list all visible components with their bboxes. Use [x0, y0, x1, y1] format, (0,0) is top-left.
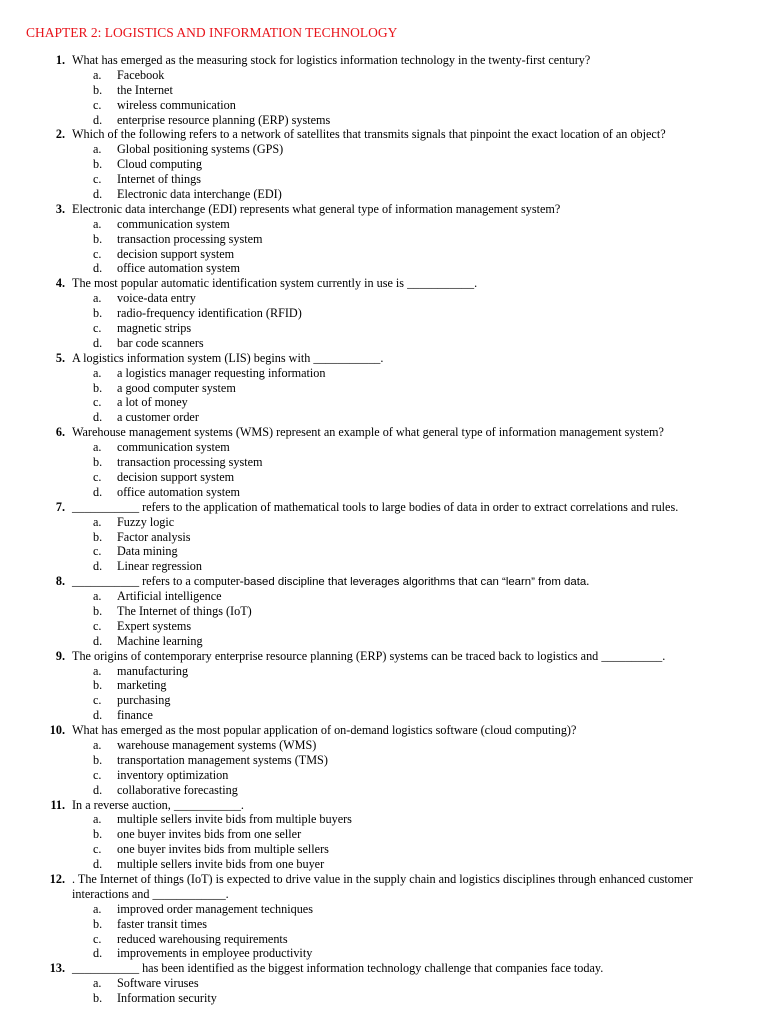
option-text: a customer order — [117, 410, 199, 425]
answer-option — [0, 440, 768, 455]
question-text — [72, 425, 664, 440]
option-letter: b. — [93, 916, 103, 931]
option-letter: b. — [93, 306, 103, 321]
option-letter: b. — [93, 529, 103, 544]
question-text-end: . — [586, 574, 590, 589]
answer-options — [0, 976, 768, 1006]
option-letter: d. — [93, 112, 103, 127]
question-line — [0, 500, 768, 515]
question-text — [72, 202, 560, 217]
question-text-segment: What has emerged as the most popular application of on-demand logistics software (cloud computing)? — [72, 723, 577, 738]
option-letter: b. — [93, 380, 103, 395]
answer-options — [0, 142, 768, 202]
option-letter: a. — [93, 216, 102, 231]
option-letter: d. — [93, 857, 103, 872]
option-text: inventory optimization — [117, 767, 229, 782]
option-text: wireless communication — [117, 97, 236, 112]
option-letter: c. — [93, 97, 102, 112]
answer-options — [0, 291, 768, 351]
option-text: Artificial intelligence — [117, 589, 222, 604]
option-text: transaction processing system — [117, 231, 263, 246]
option-letter: a. — [93, 142, 102, 157]
option-text: voice-data entry — [117, 291, 196, 306]
option-letter: d. — [93, 633, 103, 648]
answer-option — [0, 172, 768, 187]
option-text: bar code scanners — [117, 335, 204, 350]
question-item — [0, 961, 768, 1006]
answer-options — [0, 902, 768, 962]
option-text: Electronic data interchange (EDI) — [117, 187, 282, 202]
option-letter: c. — [93, 321, 102, 336]
question-line — [0, 872, 768, 887]
question-list — [0, 53, 768, 1006]
question-line — [0, 127, 768, 142]
option-text: reduced warehousing requirements — [117, 931, 288, 946]
answer-options — [0, 664, 768, 724]
answer-option — [0, 470, 768, 485]
option-text: Facebook — [117, 67, 165, 82]
option-text: the Internet — [117, 82, 173, 97]
option-text: Internet of things — [117, 172, 201, 187]
question-number: 6. — [55, 425, 65, 440]
question-line — [0, 276, 768, 291]
answer-option — [0, 455, 768, 470]
option-letter: a. — [93, 365, 102, 380]
option-text: decision support system — [117, 246, 235, 261]
option-letter: a. — [93, 663, 102, 678]
question-number: 7. — [55, 499, 65, 514]
option-text: a lot of money — [117, 395, 188, 410]
option-text: Fuzzy logic — [117, 514, 175, 529]
question-line — [0, 53, 768, 68]
answer-options — [0, 738, 768, 798]
question-line — [0, 649, 768, 664]
option-text: Software viruses — [117, 976, 199, 991]
option-text: communication system — [117, 440, 230, 455]
answer-options — [0, 440, 768, 500]
option-letter: c. — [93, 767, 102, 782]
option-letter: b. — [93, 231, 103, 246]
answer-option — [0, 991, 768, 1006]
answer-option — [0, 664, 768, 679]
question-item — [0, 872, 768, 961]
answer-option — [0, 768, 768, 783]
question-text-segment: . The Internet of things (IoT) is expected to drive value in the supply chain and logistics disciplines through enhanced customer — [72, 871, 693, 886]
answer-option — [0, 321, 768, 336]
chapter-title: CHAPTER 2: LOGISTICS AND INFORMATION TECHNOLOGY — [26, 25, 398, 40]
option-letter: b. — [93, 678, 103, 693]
option-letter: d. — [93, 559, 103, 574]
question-text-sans-segment: based discipline that leverages algorithms that can “learn” from data — [243, 576, 587, 589]
question-text — [72, 872, 693, 887]
option-text: manufacturing — [117, 663, 189, 678]
option-letter: c. — [93, 469, 102, 484]
option-text: a logistics manager requesting information — [117, 365, 326, 380]
question-text-segment: ___________ refers to the application of mathematical tools to large bodies of data in order to extract correlations and rules. — [72, 499, 679, 514]
option-text: Machine learning — [117, 633, 203, 648]
question-text — [72, 649, 665, 664]
option-text: improved order management techniques — [117, 901, 313, 916]
answer-options — [0, 68, 768, 128]
option-letter: c. — [93, 842, 102, 857]
option-letter: c. — [93, 693, 102, 708]
question-text — [72, 961, 603, 976]
option-text: a good computer system — [117, 380, 236, 395]
option-text: warehouse management systems (WMS) — [117, 737, 317, 752]
option-letter: b. — [93, 82, 103, 97]
option-letter: c. — [93, 931, 102, 946]
option-letter: b. — [93, 827, 103, 842]
answer-option — [0, 291, 768, 306]
option-letter: b. — [93, 603, 103, 618]
answer-option — [0, 366, 768, 381]
question-line — [0, 425, 768, 440]
answer-option — [0, 306, 768, 321]
option-text: Global positioning systems (GPS) — [117, 142, 284, 157]
question-text-segment: The most popular automatic identification system currently in use is ___________. — [72, 276, 478, 291]
question-item — [0, 723, 768, 797]
question-line — [0, 202, 768, 217]
question-text — [72, 127, 666, 142]
option-text: Linear regression — [117, 559, 202, 574]
question-item — [0, 649, 768, 723]
question-text — [72, 574, 589, 590]
option-text: Factor analysis — [117, 529, 191, 544]
question-item — [0, 798, 768, 872]
question-line — [0, 351, 768, 366]
option-letter: c. — [93, 246, 102, 261]
answer-option — [0, 946, 768, 961]
option-text: enterprise resource planning (ERP) systems — [117, 112, 331, 127]
option-text: Information security — [117, 991, 217, 1006]
option-text: transaction processing system — [117, 455, 263, 470]
question-item — [0, 127, 768, 201]
option-text: Data mining — [117, 544, 178, 559]
option-text: marketing — [117, 678, 167, 693]
option-text: office automation system — [117, 484, 240, 499]
question-number: 4. — [55, 276, 65, 291]
option-text: multiple sellers invite bids from multiple buyers — [117, 812, 352, 827]
question-text — [72, 351, 383, 366]
option-letter: d. — [93, 410, 103, 425]
option-letter: a. — [93, 976, 102, 991]
option-letter: a. — [93, 737, 102, 752]
question-number: 1. — [55, 53, 65, 67]
answer-option — [0, 247, 768, 262]
answer-option — [0, 142, 768, 157]
answer-option — [0, 604, 768, 619]
answer-option — [0, 917, 768, 932]
answer-option — [0, 217, 768, 232]
option-text: radio-frequency identification (RFID) — [117, 306, 302, 321]
option-text: purchasing — [117, 693, 171, 708]
option-letter: c. — [93, 618, 102, 633]
option-text: one buyer invites bids from one seller — [117, 827, 302, 842]
question-line — [0, 574, 768, 589]
question-number: 11. — [50, 797, 65, 812]
option-letter: d. — [93, 782, 103, 797]
question-text-segment: interactions and ____________. — [72, 886, 229, 901]
option-letter: b. — [93, 991, 103, 1006]
question-number: 10. — [49, 723, 65, 738]
question-text-segment: ___________ has been identified as the biggest information technology challenge that companies face today. — [72, 961, 604, 976]
answer-option — [0, 842, 768, 857]
question-text — [72, 500, 678, 515]
question-line — [0, 723, 768, 738]
question-item — [0, 425, 768, 499]
question-number: 13. — [49, 961, 65, 976]
option-letter: a. — [93, 901, 102, 916]
answer-option — [0, 381, 768, 396]
answer-option — [0, 113, 768, 128]
answer-option — [0, 678, 768, 693]
answer-option — [0, 932, 768, 947]
answer-option — [0, 708, 768, 723]
option-letter: d. — [93, 708, 103, 723]
option-letter: d. — [93, 484, 103, 499]
option-text: multiple sellers invite bids from one buyer — [117, 857, 325, 872]
question-item — [0, 202, 768, 276]
answer-option — [0, 83, 768, 98]
answer-option — [0, 410, 768, 425]
answer-option — [0, 693, 768, 708]
option-letter: c. — [93, 544, 102, 559]
option-letter: a. — [93, 440, 102, 455]
question-text — [72, 53, 590, 68]
answer-option — [0, 753, 768, 768]
answer-option — [0, 812, 768, 827]
option-letter: b. — [93, 157, 103, 172]
option-letter: c. — [93, 172, 102, 187]
option-letter: a. — [93, 514, 102, 529]
option-letter: a. — [93, 67, 102, 82]
question-text — [72, 798, 244, 813]
question-number: 2. — [55, 127, 65, 142]
answer-option — [0, 559, 768, 574]
option-text: transportation management systems (TMS) — [117, 752, 328, 767]
option-text: finance — [117, 708, 153, 723]
answer-options — [0, 217, 768, 277]
question-text-segment: Which of the following refers to a network of satellites that transmits signals that pinpoint the exact location of an object? — [72, 127, 666, 142]
question-item — [0, 500, 768, 574]
answer-option — [0, 827, 768, 842]
question-number: 5. — [55, 350, 65, 365]
option-letter: d. — [93, 335, 103, 350]
answer-option — [0, 395, 768, 410]
answer-option — [0, 187, 768, 202]
question-line — [0, 798, 768, 813]
option-text: communication system — [117, 216, 230, 231]
answer-option — [0, 619, 768, 634]
option-text: Cloud computing — [117, 157, 202, 172]
question-text — [72, 723, 576, 738]
question-text-segment: ___________ refers to a computer- — [72, 574, 244, 589]
answer-option — [0, 738, 768, 753]
answer-option — [0, 783, 768, 798]
answer-option — [0, 544, 768, 559]
question-item — [0, 574, 768, 648]
question-line — [0, 887, 768, 902]
question-text-segment: A logistics information system (LIS) begins with ___________. — [72, 350, 384, 365]
answer-option — [0, 261, 768, 276]
option-text: one buyer invites bids from multiple sellers — [117, 842, 329, 857]
option-letter: d. — [93, 946, 103, 961]
question-item — [0, 53, 768, 127]
question-item — [0, 351, 768, 425]
question-text-segment: What has emerged as the measuring stock for logistics information technology in the twenty-first century? — [72, 53, 591, 67]
option-text: office automation system — [117, 261, 240, 276]
option-text: faster transit times — [117, 916, 208, 931]
answer-option — [0, 232, 768, 247]
answer-option — [0, 634, 768, 649]
question-line — [0, 961, 768, 976]
question-text-segment: Electronic data interchange (EDI) represents what general type of information management system? — [72, 201, 561, 216]
answer-option — [0, 485, 768, 500]
option-text: improvements in employee productivity — [117, 946, 313, 961]
answer-options — [0, 515, 768, 575]
option-letter: b. — [93, 752, 103, 767]
option-text: The Internet of things (IoT) — [117, 603, 252, 618]
question-text — [72, 887, 229, 902]
answer-options — [0, 366, 768, 426]
answer-option — [0, 515, 768, 530]
answer-option — [0, 857, 768, 872]
question-text — [72, 276, 477, 291]
answer-options — [0, 589, 768, 649]
answer-option — [0, 530, 768, 545]
question-text-segment: The origins of contemporary enterprise resource planning (ERP) systems can be traced back to logistics and __________. — [72, 648, 666, 663]
option-text: Expert systems — [117, 618, 192, 633]
answer-option — [0, 902, 768, 917]
answer-option — [0, 157, 768, 172]
question-number: 12. — [49, 871, 65, 886]
option-letter: c. — [93, 395, 102, 410]
question-text-segment: Warehouse management systems (WMS) represent an example of what general type of information management system? — [72, 425, 664, 440]
option-letter: a. — [93, 291, 102, 306]
option-text: magnetic strips — [117, 321, 192, 336]
answer-option — [0, 589, 768, 604]
option-text: decision support system — [117, 469, 235, 484]
answer-option — [0, 68, 768, 83]
option-letter: d. — [93, 261, 103, 276]
question-text-segment: In a reverse auction, ___________. — [72, 797, 244, 812]
option-letter: a. — [93, 812, 102, 827]
option-letter: a. — [93, 589, 102, 604]
question-number: 9. — [55, 648, 65, 663]
question-number: 3. — [55, 201, 65, 216]
answer-options — [0, 812, 768, 872]
question-number: 8. — [55, 574, 65, 589]
answer-option — [0, 98, 768, 113]
answer-option — [0, 336, 768, 351]
option-letter: b. — [93, 455, 103, 470]
option-letter: d. — [93, 187, 103, 202]
question-item — [0, 276, 768, 350]
answer-option — [0, 976, 768, 991]
option-text: collaborative forecasting — [117, 782, 238, 797]
